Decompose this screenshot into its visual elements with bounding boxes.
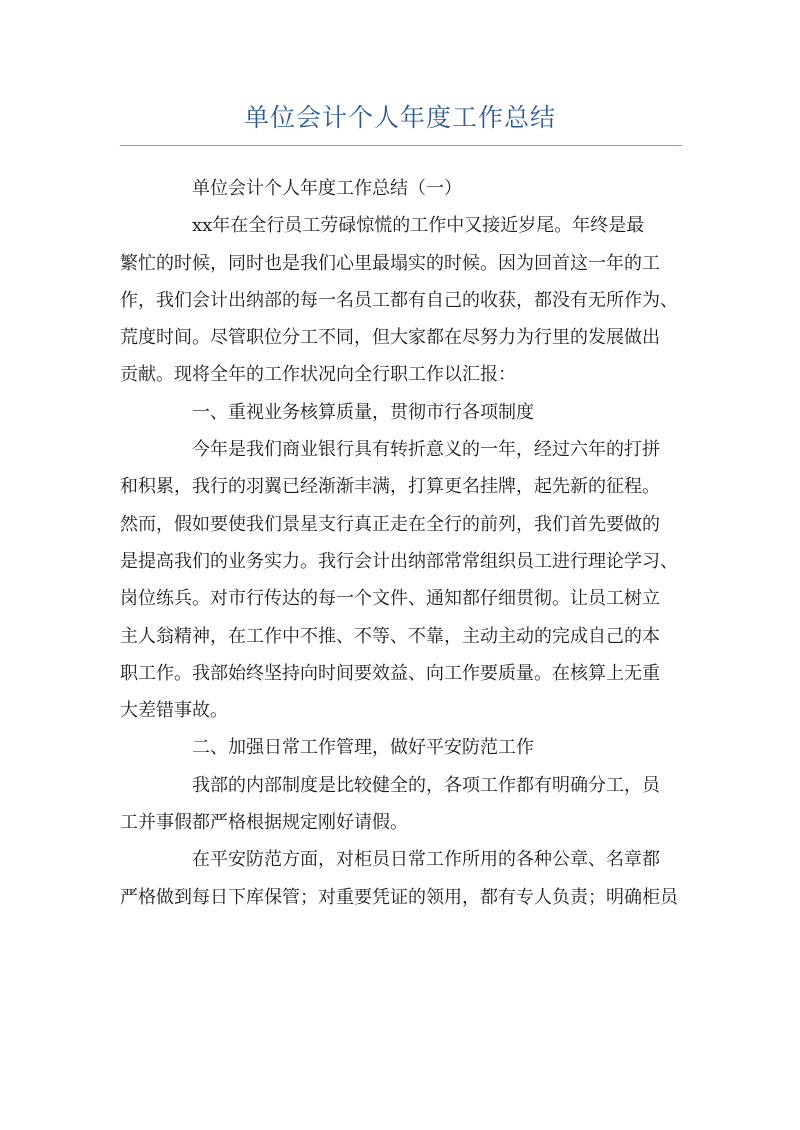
body-line: 和积累，我行的羽翼已经渐渐丰满，打算更名挂牌，起先新的征程。 bbox=[120, 476, 660, 498]
body-line: 岗位练兵。对市行传达的每一个文件、通知都仔细贯彻。让员工树立 bbox=[120, 588, 660, 610]
body-line: 二、加强日常工作管理，做好平安防范工作 bbox=[192, 737, 534, 759]
document-body bbox=[120, 170, 682, 916]
body-line: 贡献。现将全年的工作状况向全行职工作以汇报： bbox=[120, 364, 516, 386]
body-line: 是提高我们的业务实力。我行会计出纳部常常组织员工进行理论学习、 bbox=[120, 550, 678, 572]
body-line: 然而，假如要使我们景星支行真正走在全行的前列，我们首先要做的 bbox=[120, 513, 660, 535]
body-line: 我部的内部制度是比较健全的，各项工作都有明确分工，员 bbox=[192, 774, 660, 796]
body-line: 主人翁精神，在工作中不推、不等、不靠，主动主动的完成自己的本 bbox=[120, 625, 660, 647]
body-line: 繁忙的时候，同时也是我们心里最塌实的时候。因为回首这一年的工 bbox=[120, 252, 660, 274]
body-line: 作，我们会计出纳部的每一名员工都有自己的收获，都没有无所作为、 bbox=[120, 289, 678, 311]
body-line: 工并事假都严格根据规定刚好请假。 bbox=[120, 812, 408, 834]
document-title: 单位会计个人年度工作总结 bbox=[243, 103, 556, 132]
body-line: 在平安防范方面，对柜员日常工作所用的各种公章、名章都 bbox=[192, 849, 660, 871]
body-line: xx年在全行员工劳碌惊慌的工作中又接近岁尾。年终是最 bbox=[192, 215, 645, 237]
body-line: 严格做到每日下库保管；对重要凭证的领用，都有专人负责；明确柜员 bbox=[120, 886, 678, 908]
body-line: 单位会计个人年度工作总结（一） bbox=[192, 178, 462, 199]
body-line: 荒度时间。尽管职位分工不同，但大家都在尽努力为行里的发展做出 bbox=[120, 327, 660, 349]
title-divider bbox=[120, 145, 682, 146]
body-line: 一、重视业务核算质量，贯彻市行各项制度 bbox=[192, 401, 534, 423]
body-line: 职工作。我部始终坚持向时间要效益、向工作要质量。在核算上无重 bbox=[120, 662, 660, 684]
body-line: 大差错事故。 bbox=[120, 700, 228, 722]
body-line: 今年是我们商业银行具有转折意义的一年，经过六年的打拼 bbox=[192, 439, 660, 461]
